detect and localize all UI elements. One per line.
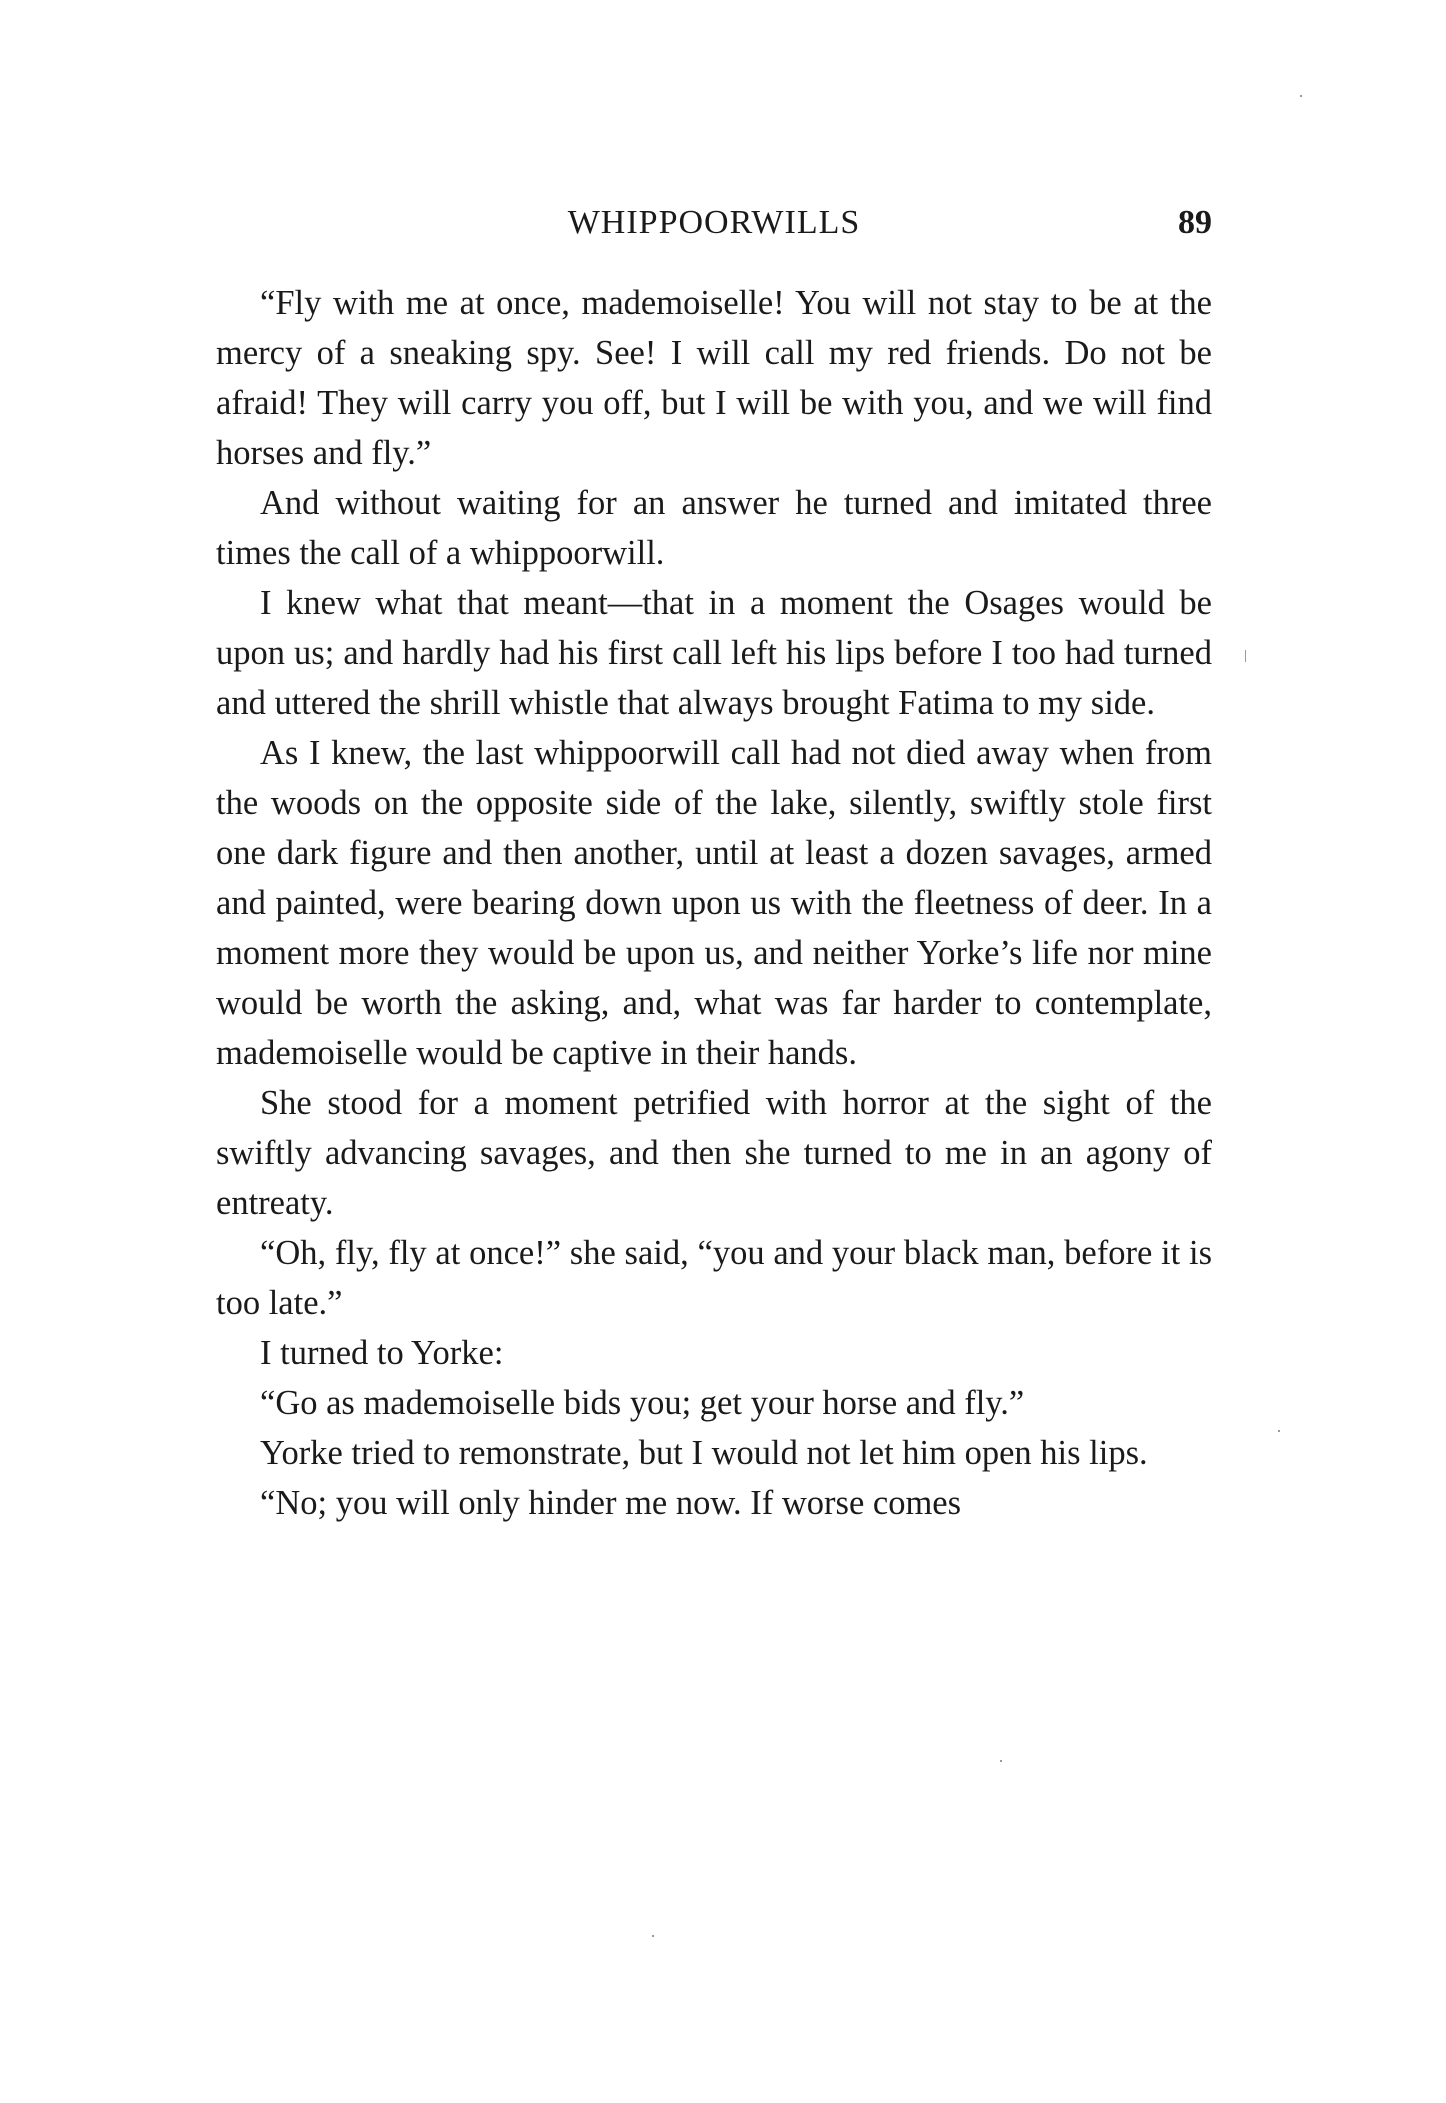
body-text	[216, 278, 1212, 1528]
paragraph: Yorke tried to remonstrate, but I would not let him open his lips.	[260, 1434, 1148, 1472]
paragraph: As I knew, the last whippoorwill call had not died away when from the woods on the opposite side of the lake, silently, swiftly stole first one dark figure and then another, until at least a dozen savages, armed and painted, were bearing down upon us with the fleetness of deer. In a moment more they would be upon us, and neither Yorke’s life nor mine would be worth the asking, and, what was far harder to contemplate, mademoiselle would be captive in their hands.	[216, 734, 1212, 1072]
scan-speck	[1245, 650, 1246, 662]
paragraph: “No; you will only hinder me now. If worse comes	[260, 1484, 962, 1522]
page-header	[216, 198, 1212, 248]
paragraph: And without waiting for an answer he turned and imitated three times the call of a whippoorwill.	[216, 484, 1212, 572]
running-title: WHIPPOORWILLS	[567, 204, 861, 241]
paragraph: She stood for a moment petrified with horror at the sight of the swiftly advancing savages, and then she turned to me in an agony of entreaty.	[216, 1084, 1212, 1222]
paragraph: I turned to Yorke:	[260, 1334, 504, 1372]
paragraph: I knew what that meant—that in a moment the Osages would be upon us; and hardly had his first call left his lips before I too had turned and uttered the shrill whistle that always brought Fatima to my side.	[216, 584, 1212, 722]
scan-speck	[1278, 1430, 1280, 1432]
scan-speck	[652, 1935, 654, 1937]
page-number: 89	[1178, 204, 1212, 241]
scan-speck	[1000, 1760, 1002, 1762]
scan-speck	[1300, 95, 1302, 97]
paragraph: “Oh, fly, fly at once!” she said, “you and your black man, before it is too late.”	[216, 1234, 1212, 1322]
paragraph: “Go as mademoiselle bids you; get your horse and fly.”	[260, 1384, 1025, 1422]
paragraph: “Fly with me at once, mademoiselle! You will not stay to be at the mercy of a sneaking spy. See! I will call my red friends. Do not be afraid! They will carry you off, but I will be with you, and we will find horses and fly.”	[216, 284, 1212, 472]
